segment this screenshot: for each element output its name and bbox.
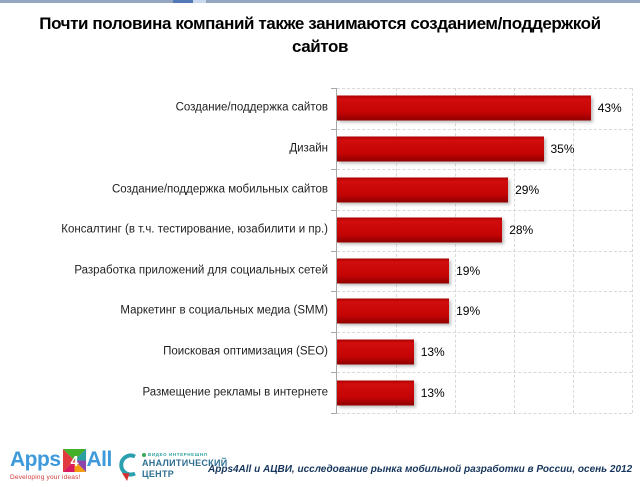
value-label: 13% xyxy=(420,385,445,400)
apps4all-wordmark xyxy=(10,447,112,473)
bar-row xyxy=(0,210,640,251)
acvi-small-caps-row xyxy=(142,452,228,457)
top-decor-rule-dark-segment xyxy=(173,0,193,3)
svg-text:4: 4 xyxy=(69,453,79,470)
analytical-center-mark-icon xyxy=(117,452,139,482)
apps4all-wordmark-part1: Apps xyxy=(10,448,61,471)
bar-rows xyxy=(0,88,640,413)
axis-tick xyxy=(331,413,337,414)
top-decor-rule-light-segment xyxy=(193,0,206,3)
acvi-small-caps: ВИДЕО ИНТЕРНЕШНЛ xyxy=(148,452,208,457)
category-label: Создание/поддержка сайтов xyxy=(175,101,328,114)
apps4all-tagline: Developing your ideas! xyxy=(10,474,81,481)
acvi-line2: ЦЕНТР xyxy=(142,469,175,480)
bar-chart xyxy=(0,88,640,413)
bar-row xyxy=(0,291,640,332)
bar xyxy=(337,340,414,365)
bar xyxy=(337,258,449,283)
apps4all-logo xyxy=(10,447,112,481)
bar xyxy=(337,218,502,243)
horizontal-gridline xyxy=(337,413,632,414)
top-decor-rule xyxy=(0,0,640,3)
slide-title-line2: сайтов xyxy=(291,36,349,56)
value-label: 19% xyxy=(456,304,481,319)
apps4all-wordmark-part2: All xyxy=(86,448,112,471)
category-label: Размещение рекламы в интернете xyxy=(142,386,328,399)
bar xyxy=(337,96,591,121)
bar-row xyxy=(0,372,640,413)
bar xyxy=(337,136,544,161)
category-label: Дизайн xyxy=(289,142,328,155)
bar-row xyxy=(0,88,640,129)
slide-title xyxy=(20,13,620,59)
value-label: 35% xyxy=(550,141,575,156)
value-label: 19% xyxy=(456,263,481,278)
value-label: 13% xyxy=(420,345,445,360)
bar xyxy=(337,177,508,202)
value-label: 28% xyxy=(509,223,534,238)
bar-row xyxy=(0,251,640,292)
bar-row xyxy=(0,169,640,210)
source-citation: Apps4All и АЦВИ, исследование рынка мобильной разработки в России, осень 2012 xyxy=(208,464,633,475)
apps4all-pinwheel-icon xyxy=(62,448,87,473)
acvi-line1: АНАЛИТИЧЕСКИЙ xyxy=(142,458,228,468)
value-label: 43% xyxy=(597,101,622,116)
slide-title-line1: Почти половина компаний также занимаются созданием/поддержкой xyxy=(39,14,601,33)
category-label: Разработка приложений для социальных сетей xyxy=(74,264,328,277)
category-label: Поисковая оптимизация (SEO) xyxy=(163,345,328,358)
bar xyxy=(337,380,414,405)
bar xyxy=(337,299,449,324)
bar-row xyxy=(0,129,640,170)
acvi-dot-icon xyxy=(142,453,146,457)
value-label: 29% xyxy=(515,182,540,197)
category-label: Маркетинг в социальных медиа (SMM) xyxy=(120,304,328,317)
bar-row xyxy=(0,332,640,373)
category-label: Создание/поддержка мобильных сайтов xyxy=(111,182,328,195)
category-label: Консалтинг (в т.ч. тестирование, юзабилити и пр.) xyxy=(61,223,328,236)
